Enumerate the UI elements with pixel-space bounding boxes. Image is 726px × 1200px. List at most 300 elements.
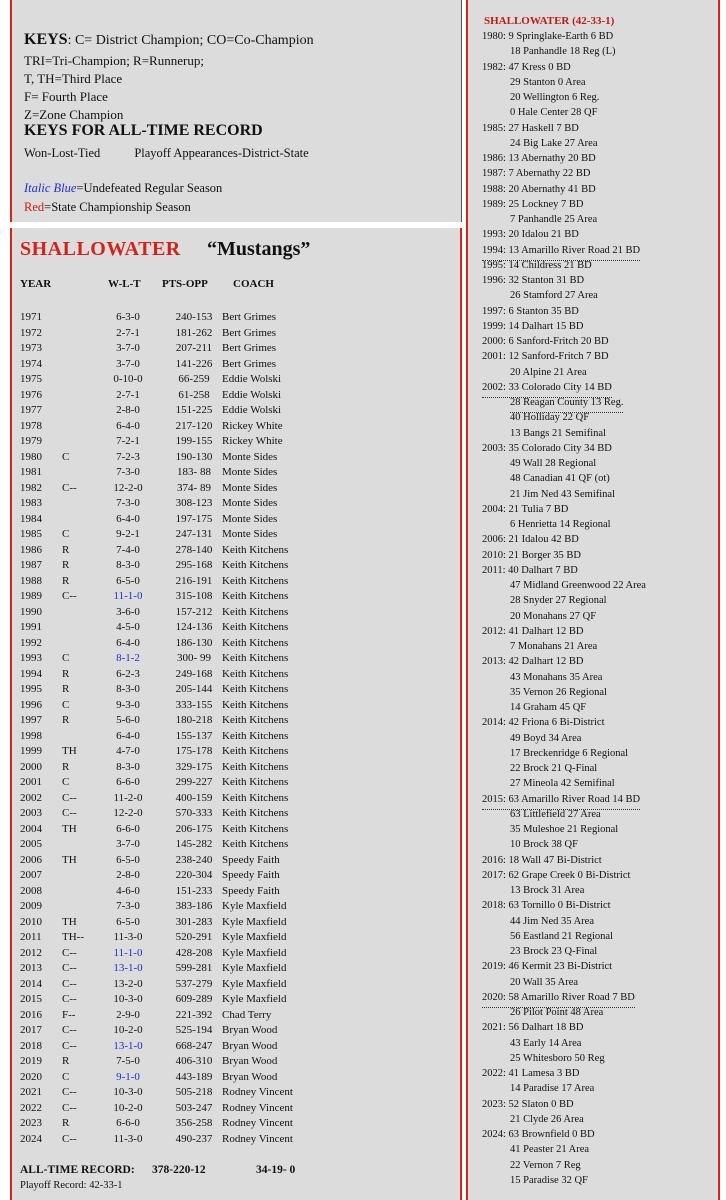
season-wlt: 9-2-1 bbox=[116, 528, 140, 540]
season-year: 1992 bbox=[20, 636, 42, 649]
keys-line: T, TH=Third Place bbox=[24, 71, 123, 86]
season-wlt: 13-2-0 bbox=[113, 977, 143, 990]
season-pts: 315-108 bbox=[175, 590, 213, 602]
season-key: C-- bbox=[62, 977, 77, 990]
season-coach: Monte Sides bbox=[222, 466, 278, 478]
season-pts: 221-392 bbox=[175, 1008, 213, 1021]
season-row bbox=[10, 823, 462, 839]
season-pts: 216-191 bbox=[175, 574, 213, 587]
season-key: C bbox=[62, 698, 70, 711]
playoff-line: 2015: 63 Amarillo River Road 14 BD bbox=[482, 794, 640, 810]
season-year: 1983 bbox=[20, 497, 42, 509]
season-year: 2017 bbox=[20, 1024, 42, 1036]
keys-line: F= Fourth Place bbox=[24, 89, 108, 104]
season-coach: Kyle Maxfield bbox=[222, 993, 287, 1005]
playoff-line: 13 Bangs 21 Semifinal bbox=[510, 427, 606, 439]
playoff-line: 6 Henrietta 14 Regional bbox=[510, 519, 611, 530]
season-wlt: 7-3-0 bbox=[116, 466, 140, 478]
season-year: 2019 bbox=[20, 1055, 42, 1067]
season-coach: Chad Terry bbox=[222, 1008, 272, 1021]
season-key: C-- bbox=[62, 1024, 77, 1036]
playoff-line: 14 Paradise 17 Area bbox=[510, 1083, 595, 1095]
season-wlt: 6-4-0 bbox=[116, 419, 140, 432]
season-row bbox=[10, 854, 462, 870]
season-coach: Monte Sides bbox=[222, 528, 278, 540]
season-year: 1995 bbox=[20, 683, 42, 695]
season-coach: Kyle Maxfield bbox=[222, 946, 287, 959]
playoff-line: 1989: 25 Lockney 7 BD bbox=[482, 198, 584, 210]
season-coach: Monte Sides bbox=[222, 481, 278, 494]
season-year: 1978 bbox=[20, 419, 42, 432]
playoff-line: 2017: 62 Grape Creek 0 Bi-District bbox=[482, 869, 631, 881]
season-row bbox=[10, 482, 462, 498]
team-name: SHALLOWATER bbox=[20, 238, 181, 260]
season-pts: 206-175 bbox=[175, 822, 213, 835]
season-row bbox=[10, 668, 462, 684]
season-year: 2020 bbox=[20, 1070, 42, 1083]
season-key: R bbox=[62, 559, 70, 571]
season-key: C-- bbox=[62, 1132, 77, 1145]
season-key: C-- bbox=[62, 962, 77, 974]
playoff-line: 44 Jim Ned 35 Area bbox=[510, 915, 594, 927]
season-key: TH bbox=[62, 915, 77, 928]
playoff-line: 1997: 6 Stanton 35 BD bbox=[482, 305, 579, 317]
season-year: 1998 bbox=[20, 729, 42, 742]
season-coach: Eddie Wolski bbox=[222, 388, 282, 401]
playoff-line: 25 Whitesboro 50 Reg bbox=[510, 1052, 605, 1064]
season-year: 2013 bbox=[20, 962, 42, 974]
season-key: C-- bbox=[62, 1101, 77, 1114]
playoff-history-panel bbox=[466, 0, 720, 1200]
playoff-line: 20 Alpine 21 Area bbox=[510, 366, 587, 378]
season-row bbox=[10, 714, 462, 730]
playoff-line: 40 Holliday 22 QF bbox=[510, 412, 590, 424]
season-pts: 217-120 bbox=[175, 419, 213, 432]
season-year: 1981 bbox=[20, 466, 42, 478]
playoff-line: 1996: 32 Stanton 31 BD bbox=[482, 275, 585, 286]
season-coach: Keith Kitchens bbox=[222, 729, 289, 742]
season-wlt: 7-3-0 bbox=[116, 900, 140, 912]
season-pts: 186-130 bbox=[175, 636, 213, 649]
season-coach: Kyle Maxfield bbox=[222, 900, 287, 912]
season-coach: Keith Kitchens bbox=[222, 667, 289, 680]
season-key: TH bbox=[62, 853, 77, 866]
playoff-line: 1988: 20 Abernathy 41 BD bbox=[482, 183, 596, 195]
season-year: 2012 bbox=[20, 946, 42, 959]
header-pts: PTS-OPP bbox=[162, 278, 208, 290]
season-row bbox=[10, 900, 462, 916]
season-wlt: 4-5-0 bbox=[116, 621, 140, 633]
season-year: 2002 bbox=[20, 791, 42, 804]
keys-line: TRI=Tri-Champion; R=Runnerup; bbox=[24, 53, 204, 68]
season-wlt: 6-6-0 bbox=[116, 776, 140, 788]
season-year: 2007 bbox=[20, 869, 42, 881]
playoff-line: 49 Wall 28 Regional bbox=[510, 458, 597, 469]
playoff-line: 2011: 40 Dalhart 7 BD bbox=[482, 564, 578, 576]
season-row bbox=[10, 699, 462, 715]
playoff-line: 26 Stamford 27 Area bbox=[510, 290, 598, 302]
season-row bbox=[10, 1133, 462, 1149]
season-year: 1994 bbox=[20, 667, 42, 680]
season-pts: 374- 89 bbox=[177, 481, 211, 494]
season-wlt: 13-1-0 bbox=[113, 1039, 143, 1052]
state-champ-key: Red=State Championship Season bbox=[24, 200, 191, 214]
playoff-line: 2016: 18 Wall 47 Bi-District bbox=[482, 854, 602, 866]
season-year: 1997 bbox=[20, 714, 42, 726]
playoff-line: 35 Vernon 26 Regional bbox=[510, 686, 607, 698]
season-pts: 383-186 bbox=[175, 900, 213, 912]
alltime-playoff-appearances: 34-19- 0 bbox=[256, 1164, 296, 1176]
season-year: 2010 bbox=[20, 915, 42, 928]
season-key: C-- bbox=[62, 481, 77, 494]
season-row bbox=[10, 575, 462, 591]
season-wlt: 10-3-0 bbox=[113, 1086, 143, 1098]
header-coach: COACH bbox=[233, 278, 274, 290]
season-year: 1971 bbox=[20, 311, 42, 323]
season-year: 1999 bbox=[20, 745, 42, 757]
playoff-record: Playoff Record: 42-33-1 bbox=[20, 1180, 123, 1191]
season-year: 1974 bbox=[20, 357, 42, 370]
season-pts: 505-218 bbox=[175, 1086, 213, 1098]
playoff-line: 2024: 63 Brownfield 0 BD bbox=[482, 1129, 595, 1140]
playoff-line: 2018: 63 Tornillo 0 Bi-District bbox=[482, 900, 611, 912]
season-pts: 300- 99 bbox=[177, 652, 211, 664]
season-wlt: 11-1-0 bbox=[113, 590, 143, 602]
season-coach: Rodney Vincent bbox=[222, 1086, 293, 1098]
season-wlt: 12-2-0 bbox=[113, 481, 143, 494]
season-row bbox=[10, 869, 462, 885]
season-key: C-- bbox=[62, 993, 77, 1005]
season-row bbox=[10, 1102, 462, 1118]
season-year: 2000 bbox=[20, 760, 42, 773]
season-wlt: 2-7-1 bbox=[116, 326, 140, 339]
season-pts: 278-140 bbox=[175, 543, 213, 556]
playoff-line: 21 Jim Ned 43 Semifinal bbox=[510, 488, 615, 500]
playoff-line: 1995: 14 Childress 21 BD bbox=[482, 259, 592, 271]
playoff-line: 2020: 58 Amarillo River Road 7 BD bbox=[482, 992, 635, 1008]
season-row bbox=[10, 544, 462, 560]
season-coach: Speedy Faith bbox=[222, 884, 280, 897]
season-row bbox=[10, 342, 462, 358]
season-pts: 249-168 bbox=[175, 667, 213, 680]
season-key: C-- bbox=[62, 807, 77, 819]
season-coach: Keith Kitchens bbox=[222, 807, 289, 819]
season-pts: 525-194 bbox=[175, 1024, 213, 1036]
playoff-line: 26 Pilot Point 48 Area bbox=[510, 1007, 604, 1018]
season-pts: 299-227 bbox=[175, 776, 213, 788]
season-row bbox=[10, 1009, 462, 1025]
red-border-left bbox=[10, 0, 12, 222]
season-key: C bbox=[62, 776, 70, 788]
season-pts: 199-155 bbox=[175, 435, 213, 447]
season-coach: Rodney Vincent bbox=[222, 1117, 293, 1129]
season-row bbox=[10, 931, 462, 947]
season-wlt: 6-6-0 bbox=[116, 822, 140, 835]
season-wlt: 6-4-0 bbox=[116, 729, 140, 742]
season-row bbox=[10, 730, 462, 746]
season-year: 1991 bbox=[20, 621, 42, 633]
season-wlt: 12-2-0 bbox=[113, 807, 143, 819]
season-key: R bbox=[62, 574, 70, 587]
season-row bbox=[10, 528, 462, 544]
playoff-line: 2012: 41 Dalhart 12 BD bbox=[482, 625, 584, 637]
season-key: F-- bbox=[62, 1008, 76, 1021]
playoff-line: 20 Monahans 27 QF bbox=[510, 610, 597, 622]
season-coach: Keith Kitchens bbox=[222, 760, 289, 773]
alltime-keys-desc: Won-Lost-Tied Playoff Appearances-District-State bbox=[24, 146, 309, 160]
alltime-keys-title: KEYS FOR ALL-TIME RECORD bbox=[24, 122, 263, 139]
season-coach: Bert Grimes bbox=[222, 357, 277, 370]
season-row bbox=[10, 373, 462, 389]
season-wlt: 11-3-0 bbox=[113, 1132, 143, 1145]
season-coach: Bryan Wood bbox=[222, 1024, 278, 1036]
season-row bbox=[10, 404, 462, 420]
season-wlt: 8-3-0 bbox=[116, 760, 140, 773]
season-year: 1993 bbox=[20, 652, 42, 664]
playoff-line: 10 Brock 38 QF bbox=[510, 839, 578, 851]
season-wlt: 6-3-0 bbox=[116, 311, 140, 323]
season-wlt: 3-6-0 bbox=[116, 605, 140, 618]
keys-title: KEYS: C= District Champion; CO=Co-Champion bbox=[24, 31, 314, 48]
playoff-line: 2013: 42 Dalhart 12 BD bbox=[482, 656, 584, 668]
season-year: 1987 bbox=[20, 559, 42, 571]
season-wlt: 11-3-0 bbox=[113, 931, 143, 943]
season-pts: 599-281 bbox=[175, 962, 213, 974]
season-wlt: 0-10-0 bbox=[113, 373, 143, 385]
season-pts: 356-258 bbox=[175, 1117, 213, 1129]
playoff-line: 2022: 41 Lamesa 3 BD bbox=[482, 1068, 580, 1079]
season-pts: 490-237 bbox=[175, 1132, 213, 1145]
season-coach: Bert Grimes bbox=[222, 311, 277, 323]
season-coach: Keith Kitchens bbox=[222, 590, 289, 602]
season-pts: 503-247 bbox=[175, 1101, 213, 1114]
season-row bbox=[10, 1117, 462, 1133]
season-row bbox=[10, 1071, 462, 1087]
season-pts: 520-291 bbox=[175, 931, 213, 943]
season-wlt: 9-1-0 bbox=[116, 1070, 140, 1083]
season-year: 2006 bbox=[20, 853, 42, 866]
season-wlt: 9-3-0 bbox=[116, 698, 140, 711]
season-coach: Keith Kitchens bbox=[222, 714, 289, 726]
season-coach: Monte Sides bbox=[222, 450, 278, 463]
season-row bbox=[10, 435, 462, 451]
playoff-line: 2002: 33 Colorado City 14 BD bbox=[482, 382, 612, 398]
season-wlt: 6-4-0 bbox=[116, 512, 140, 525]
season-year: 2011 bbox=[20, 931, 42, 943]
season-row bbox=[10, 947, 462, 963]
season-year: 1975 bbox=[20, 373, 42, 385]
season-pts: 181-262 bbox=[175, 326, 213, 339]
playoff-line: 1986: 13 Abernathy 20 BD bbox=[482, 153, 596, 164]
season-wlt: 8-1-2 bbox=[116, 652, 140, 664]
season-pts: 609-289 bbox=[175, 993, 213, 1005]
season-pts: 183- 88 bbox=[177, 466, 211, 478]
season-coach: Kyle Maxfield bbox=[222, 931, 287, 943]
season-year: 1982 bbox=[20, 481, 42, 494]
season-key: C bbox=[62, 1070, 70, 1083]
season-row bbox=[10, 683, 462, 699]
season-year: 1989 bbox=[20, 590, 42, 602]
season-wlt: 5-6-0 bbox=[116, 714, 140, 726]
playoff-line: 2001: 12 Sanford-Fritch 7 BD bbox=[482, 351, 609, 363]
season-row bbox=[10, 389, 462, 405]
alltime-label: ALL-TIME RECORD: bbox=[20, 1164, 135, 1176]
season-row bbox=[10, 606, 462, 622]
playoff-line: 2014: 42 Friona 6 Bi-District bbox=[482, 717, 605, 729]
season-wlt: 2-9-0 bbox=[116, 1008, 140, 1021]
season-wlt: 6-6-0 bbox=[116, 1117, 140, 1129]
season-year: 2021 bbox=[20, 1086, 42, 1098]
season-coach: Monte Sides bbox=[222, 512, 278, 525]
season-row bbox=[10, 420, 462, 436]
playoff-line: 47 Midland Greenwood 22 Area bbox=[510, 580, 646, 591]
season-key: C-- bbox=[62, 1039, 77, 1052]
season-pts: 151-225 bbox=[175, 404, 213, 416]
season-row bbox=[10, 1024, 462, 1040]
playoff-line: 17 Breckenridge 6 Regional bbox=[510, 747, 629, 759]
season-year: 2018 bbox=[20, 1039, 42, 1052]
playoff-line: 13 Brock 31 Area bbox=[510, 885, 585, 896]
playoff-line: 1999: 14 Dalhart 15 BD bbox=[482, 320, 584, 332]
season-year: 1985 bbox=[20, 528, 42, 540]
season-year: 1984 bbox=[20, 512, 42, 525]
season-key: R bbox=[62, 760, 70, 773]
season-coach: Eddie Wolski bbox=[222, 373, 282, 385]
season-row bbox=[10, 993, 462, 1009]
season-pts: 247-131 bbox=[175, 528, 213, 540]
season-pts: 180-218 bbox=[175, 714, 213, 726]
season-pts: 570-333 bbox=[175, 807, 213, 819]
season-year: 2003 bbox=[20, 807, 42, 819]
season-pts: 61-258 bbox=[178, 388, 210, 401]
season-year: 1980 bbox=[20, 450, 42, 463]
keys-panel bbox=[10, 0, 462, 222]
season-wlt: 3-7-0 bbox=[116, 357, 140, 370]
season-row bbox=[10, 311, 462, 327]
season-key: R bbox=[62, 1117, 70, 1129]
alltime-record: 378-220-12 bbox=[152, 1164, 206, 1176]
season-wlt: 3-7-0 bbox=[116, 838, 140, 850]
season-wlt: 13-1-0 bbox=[113, 962, 143, 974]
season-row bbox=[10, 513, 462, 529]
season-coach: Keith Kitchens bbox=[222, 652, 289, 664]
season-coach: Keith Kitchens bbox=[222, 698, 289, 711]
season-coach: Kyle Maxfield bbox=[222, 962, 287, 974]
season-year: 2004 bbox=[20, 822, 42, 835]
season-row bbox=[10, 327, 462, 343]
season-year: 2016 bbox=[20, 1008, 42, 1021]
playoff-line: 41 Peaster 21 Area bbox=[510, 1144, 590, 1156]
season-row bbox=[10, 637, 462, 653]
season-row bbox=[10, 761, 462, 777]
season-coach: Keith Kitchens bbox=[222, 605, 289, 618]
season-year: 1996 bbox=[20, 698, 42, 711]
season-year: 1976 bbox=[20, 388, 42, 401]
season-coach: Keith Kitchens bbox=[222, 683, 289, 695]
season-row bbox=[10, 621, 462, 637]
season-wlt: 11-1-0 bbox=[113, 946, 143, 959]
playoff-line: 29 Stanton 0 Area bbox=[510, 76, 586, 88]
playoff-line: 20 Wall 35 Area bbox=[510, 976, 579, 988]
season-record-panel bbox=[10, 228, 462, 1200]
season-pts: 301-283 bbox=[175, 915, 213, 928]
playoff-line: 7 Monahans 21 Area bbox=[510, 641, 598, 652]
season-pts: 207-211 bbox=[175, 342, 213, 354]
playoff-line: 22 Vernon 7 Reg bbox=[510, 1159, 581, 1171]
season-pts: 175-178 bbox=[175, 745, 213, 757]
season-year: 2023 bbox=[20, 1117, 42, 1129]
season-wlt: 4-6-0 bbox=[116, 884, 140, 897]
season-coach: Kyle Maxfield bbox=[222, 915, 287, 928]
playoff-history-title: SHALLOWATER (42-33-1) bbox=[484, 15, 615, 27]
season-pts: 333-155 bbox=[175, 698, 213, 711]
season-year: 1990 bbox=[20, 605, 42, 618]
season-coach: Keith Kitchens bbox=[222, 776, 289, 788]
season-coach: Keith Kitchens bbox=[222, 543, 289, 556]
season-row bbox=[10, 1055, 462, 1071]
season-row bbox=[10, 451, 462, 467]
playoff-line: 15 Paradise 32 QF bbox=[510, 1174, 588, 1186]
season-wlt: 3-7-0 bbox=[116, 342, 140, 354]
season-wlt: 11-2-0 bbox=[113, 791, 143, 804]
season-coach: Kyle Maxfield bbox=[222, 977, 287, 990]
season-year: 2015 bbox=[20, 993, 42, 1005]
season-row bbox=[10, 652, 462, 668]
season-pts: 190-130 bbox=[175, 450, 213, 463]
season-year: 1986 bbox=[20, 543, 42, 556]
season-row bbox=[10, 358, 462, 374]
season-coach: Bryan Wood bbox=[222, 1070, 278, 1083]
season-pts: 66-259 bbox=[178, 373, 210, 385]
season-coach: Keith Kitchens bbox=[222, 791, 289, 804]
season-row bbox=[10, 1040, 462, 1056]
season-year: 2009 bbox=[20, 900, 42, 912]
season-pts: 141-226 bbox=[175, 357, 213, 370]
playoff-line: 0 Hale Center 28 QF bbox=[510, 107, 598, 119]
season-key: R bbox=[62, 1055, 70, 1067]
playoff-line: 49 Boyd 34 Area bbox=[510, 732, 582, 744]
season-wlt: 7-2-3 bbox=[116, 450, 140, 463]
playoff-line: 43 Monahans 35 Area bbox=[510, 671, 603, 683]
season-coach: Speedy Faith bbox=[222, 869, 280, 881]
season-coach: Speedy Faith bbox=[222, 853, 280, 866]
season-coach: Rodney Vincent bbox=[222, 1132, 293, 1145]
season-pts: 155-137 bbox=[175, 729, 213, 742]
season-key: TH bbox=[62, 745, 77, 757]
playoff-line: 63 Littlefield 27 Area bbox=[510, 808, 601, 820]
season-coach: Eddie Wolski bbox=[222, 404, 282, 416]
season-wlt: 7-3-0 bbox=[116, 497, 140, 509]
season-coach: Keith Kitchens bbox=[222, 822, 289, 835]
season-pts: 308-123 bbox=[175, 497, 213, 509]
playoff-line: 1994: 13 Amarillo River Road 21 BD bbox=[482, 245, 640, 261]
playoff-line: 48 Canadian 41 QF (ot) bbox=[510, 473, 610, 485]
season-year: 2014 bbox=[20, 977, 42, 990]
season-row bbox=[10, 792, 462, 808]
season-wlt: 6-5-0 bbox=[116, 853, 140, 866]
season-key: TH bbox=[62, 822, 77, 835]
playoff-line: 21 Clyde 26 Area bbox=[510, 1113, 584, 1125]
season-year: 1973 bbox=[20, 342, 42, 354]
season-wlt: 7-2-1 bbox=[116, 435, 140, 447]
season-pts: 400-159 bbox=[175, 791, 213, 804]
playoff-line: 24 Big Lake 27 Area bbox=[510, 137, 598, 149]
season-wlt: 2-7-1 bbox=[116, 388, 140, 401]
season-wlt: 10-2-0 bbox=[113, 1024, 143, 1036]
playoff-line: 1987: 7 Abernathy 22 BD bbox=[482, 168, 591, 180]
season-pts: 443-189 bbox=[175, 1070, 213, 1083]
season-coach: Bryan Wood bbox=[222, 1055, 278, 1067]
